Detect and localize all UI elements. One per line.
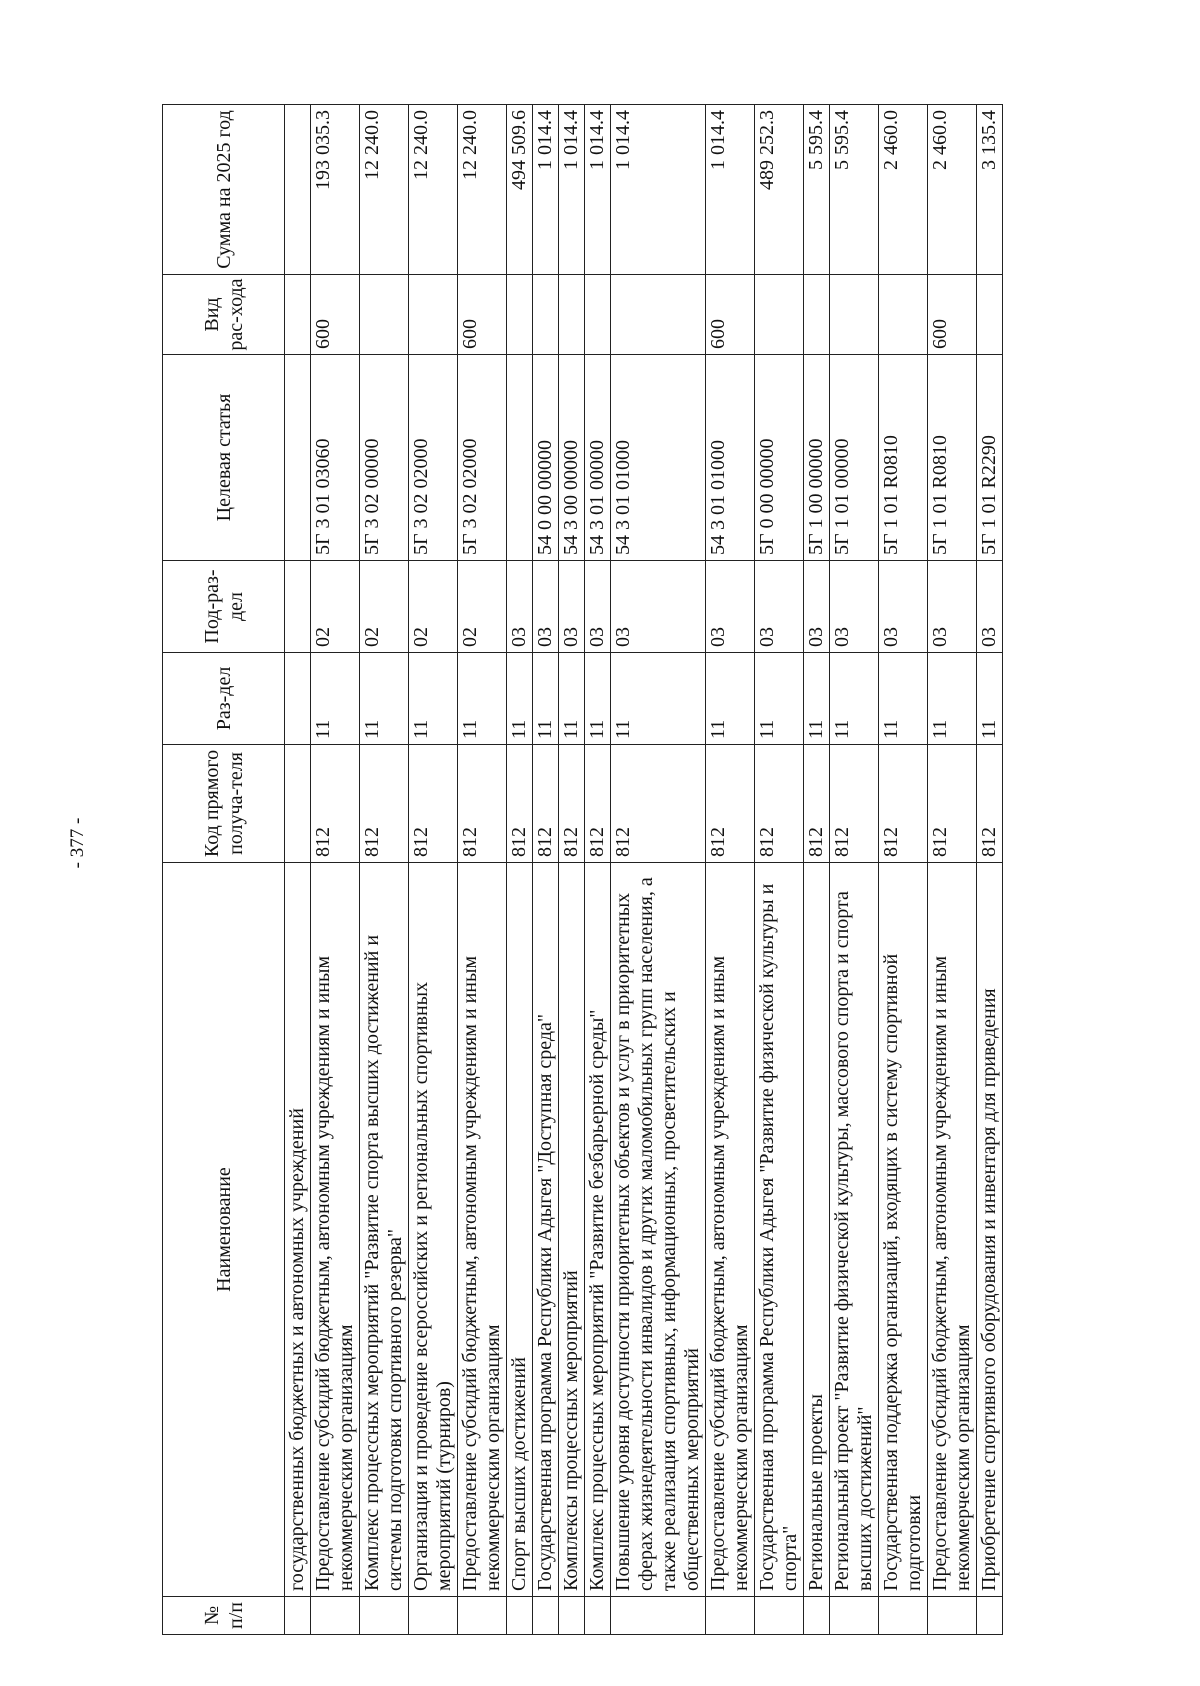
row-recipient-code: 812 xyxy=(928,745,977,863)
table-row xyxy=(458,105,507,1635)
row-target-article: 5Г 1 01 R0810 xyxy=(928,355,977,561)
row-subsection: 02 xyxy=(360,561,409,653)
row-recipient-code: 812 xyxy=(611,745,706,863)
row-amount: 489 252.3 xyxy=(755,105,804,275)
row-number xyxy=(458,1597,507,1635)
row-section: 11 xyxy=(611,653,706,745)
row-amount: 2 460.0 xyxy=(928,105,977,275)
row-target-article: 5Г 3 01 03060 xyxy=(311,355,360,561)
row-number xyxy=(706,1597,755,1635)
row-amount: 2 460.0 xyxy=(879,105,928,275)
row-name: Предоставление субсидий бюджетным, автономным учреждениям и иным некоммерческим организациям xyxy=(458,863,507,1597)
row-amount: 1 014.4 xyxy=(611,105,706,275)
row-subsection: 03 xyxy=(533,561,559,653)
row-name: Государственная поддержка организаций, входящих в систему спортивной подготовки xyxy=(879,863,928,1597)
row-expense-type: 600 xyxy=(928,275,977,355)
row-expense-type xyxy=(611,275,706,355)
row-subsection: 03 xyxy=(830,561,879,653)
row-name: Предоставление субсидий бюджетным, автономным учреждениям и иным некоммерческим организациям xyxy=(706,863,755,1597)
row-expense-type: 600 xyxy=(706,275,755,355)
row-target-article: 54 3 01 01000 xyxy=(706,355,755,561)
row-amount: 12 240.0 xyxy=(458,105,507,275)
row-subsection: 03 xyxy=(928,561,977,653)
row-target-article: 54 3 01 01000 xyxy=(611,355,706,561)
table-row xyxy=(706,105,755,1635)
row-recipient-code: 812 xyxy=(585,745,611,863)
table-row xyxy=(879,105,928,1635)
table-row xyxy=(507,105,533,1635)
row-section: 11 xyxy=(458,653,507,745)
row-subsection: 03 xyxy=(755,561,804,653)
row-target-article: 5Г 3 02 02000 xyxy=(458,355,507,561)
row-section: 11 xyxy=(360,653,409,745)
table-row xyxy=(928,105,977,1635)
row-number xyxy=(928,1597,977,1635)
row-number xyxy=(977,1597,1003,1635)
row-expense-type xyxy=(804,275,830,355)
row-name: Региональные проекты xyxy=(804,863,830,1597)
row-amount: 1 014.4 xyxy=(585,105,611,275)
row-amount: 3 135.4 xyxy=(977,105,1003,275)
row-recipient-code xyxy=(285,745,311,863)
row-expense-type xyxy=(559,275,585,355)
row-section: 11 xyxy=(507,653,533,745)
row-subsection: 03 xyxy=(977,561,1003,653)
row-expense-type: 600 xyxy=(458,275,507,355)
row-recipient-code: 812 xyxy=(830,745,879,863)
row-amount: 1 014.4 xyxy=(559,105,585,275)
row-number xyxy=(755,1597,804,1635)
row-recipient-code: 812 xyxy=(559,745,585,863)
row-target-article: 5Г 1 01 R2290 xyxy=(977,355,1003,561)
row-expense-type: 600 xyxy=(311,275,360,355)
row-name: Комплекс процессных мероприятий "Развитие безбарьерной среды" xyxy=(585,863,611,1597)
row-recipient-code: 812 xyxy=(804,745,830,863)
table-row xyxy=(559,105,585,1635)
row-subsection: 03 xyxy=(879,561,928,653)
row-subsection: 02 xyxy=(311,561,360,653)
row-number xyxy=(830,1597,879,1635)
row-expense-type xyxy=(977,275,1003,355)
row-target-article: 5Г 3 02 02000 xyxy=(409,355,458,561)
row-expense-type xyxy=(830,275,879,355)
row-amount: 12 240.0 xyxy=(360,105,409,275)
header-target: Целевая статья xyxy=(163,355,285,561)
header-amount: Сумма на 2025 год xyxy=(163,105,285,275)
row-target-article: 5Г 0 00 00000 xyxy=(755,355,804,561)
row-subsection: 03 xyxy=(611,561,706,653)
row-expense-type xyxy=(360,275,409,355)
row-name: Предоставление субсидий бюджетным, автономным учреждениям и иным некоммерческим организациям xyxy=(928,863,977,1597)
table-row xyxy=(804,105,830,1635)
row-name: Региональный проект "Развитие физической культуры, массового спорта и спорта высших достижений" xyxy=(830,863,879,1597)
row-name: Государственная программа Республики Адыгея "Развитие физической культуры и спорта" xyxy=(755,863,804,1597)
row-number xyxy=(804,1597,830,1635)
row-recipient-code: 812 xyxy=(507,745,533,863)
row-target-article xyxy=(285,355,311,561)
row-target-article: 5Г 1 01 R0810 xyxy=(879,355,928,561)
row-target-article: 54 3 01 00000 xyxy=(585,355,611,561)
row-recipient-code: 812 xyxy=(977,745,1003,863)
row-name: Спорт высших достижений xyxy=(507,863,533,1597)
row-amount: 193 035.3 xyxy=(311,105,360,275)
row-number xyxy=(360,1597,409,1635)
row-section: 11 xyxy=(585,653,611,745)
row-section: 11 xyxy=(928,653,977,745)
row-number xyxy=(533,1597,559,1635)
header-num: № п/п xyxy=(163,1597,285,1635)
row-amount: 1 014.4 xyxy=(706,105,755,275)
row-name: Государственная программа Республики Адыгея "Доступная среда" xyxy=(533,863,559,1597)
row-subsection: 03 xyxy=(559,561,585,653)
table-row xyxy=(285,105,311,1635)
row-section: 11 xyxy=(830,653,879,745)
table-row xyxy=(830,105,879,1635)
row-section xyxy=(285,653,311,745)
row-amount: 5 595.4 xyxy=(830,105,879,275)
row-subsection: 02 xyxy=(409,561,458,653)
header-section: Раз-дел xyxy=(163,653,285,745)
row-recipient-code: 812 xyxy=(360,745,409,863)
row-expense-type xyxy=(585,275,611,355)
row-expense-type xyxy=(879,275,928,355)
row-subsection: 03 xyxy=(706,561,755,653)
row-number xyxy=(285,1597,311,1635)
row-section: 11 xyxy=(409,653,458,745)
row-target-article: 5Г 1 00 00000 xyxy=(804,355,830,561)
row-section: 11 xyxy=(559,653,585,745)
table-row xyxy=(755,105,804,1635)
row-target-article: 54 3 00 00000 xyxy=(559,355,585,561)
row-section: 11 xyxy=(755,653,804,745)
table-row xyxy=(533,105,559,1635)
budget-table xyxy=(162,104,1003,1635)
row-number xyxy=(559,1597,585,1635)
row-recipient-code: 812 xyxy=(311,745,360,863)
table-row xyxy=(585,105,611,1635)
row-subsection: 03 xyxy=(507,561,533,653)
table-row xyxy=(611,105,706,1635)
row-recipient-code: 812 xyxy=(409,745,458,863)
row-expense-type xyxy=(755,275,804,355)
row-amount xyxy=(285,105,311,275)
row-subsection xyxy=(285,561,311,653)
row-subsection: 03 xyxy=(804,561,830,653)
row-target-article: 54 0 00 00000 xyxy=(533,355,559,561)
row-name: Приобретение спортивного оборудования и инвентаря для приведения xyxy=(977,863,1003,1597)
row-section: 11 xyxy=(804,653,830,745)
table-row xyxy=(977,105,1003,1635)
row-amount: 12 240.0 xyxy=(409,105,458,275)
row-name: Комплекс процессных мероприятий "Развитие спорта высших достижений и системы подготовки спортивного резерва" xyxy=(360,863,409,1597)
row-target-article: 5Г 3 02 00000 xyxy=(360,355,409,561)
table-row xyxy=(409,105,458,1635)
row-section: 11 xyxy=(533,653,559,745)
row-number xyxy=(879,1597,928,1635)
row-target-article: 5Г 1 01 00000 xyxy=(830,355,879,561)
row-recipient-code: 812 xyxy=(879,745,928,863)
row-amount: 494 509.6 xyxy=(507,105,533,275)
row-recipient-code: 812 xyxy=(706,745,755,863)
row-expense-type xyxy=(285,275,311,355)
row-section: 11 xyxy=(706,653,755,745)
rotated-table-container xyxy=(162,105,1162,1635)
row-expense-type xyxy=(533,275,559,355)
row-section: 11 xyxy=(311,653,360,745)
row-number xyxy=(409,1597,458,1635)
row-recipient-code: 812 xyxy=(458,745,507,863)
table-row xyxy=(311,105,360,1635)
row-number xyxy=(507,1597,533,1635)
table-row xyxy=(360,105,409,1635)
row-amount: 5 595.4 xyxy=(804,105,830,275)
row-number xyxy=(311,1597,360,1635)
row-recipient-code: 812 xyxy=(533,745,559,863)
row-name: Повышение уровня доступности приоритетных объектов и услуг в приоритетных сферах жизнедеятельности инвалидов и других маломобильных групп населения, а также реализация спортивных, информационных, просветительских и общественных мероприятий xyxy=(611,863,706,1597)
header-subsection: Под-раз-дел xyxy=(163,561,285,653)
row-name: Организация и проведение всероссийских и региональных спортивных мероприятий (турниров) xyxy=(409,863,458,1597)
row-recipient-code: 812 xyxy=(755,745,804,863)
page-number: - 377 - xyxy=(67,817,88,869)
row-expense-type xyxy=(507,275,533,355)
row-expense-type xyxy=(409,275,458,355)
row-name: Предоставление субсидий бюджетным, автономным учреждениям и иным некоммерческим организациям xyxy=(311,863,360,1597)
header-name: Наименование xyxy=(163,863,285,1597)
row-subsection: 02 xyxy=(458,561,507,653)
row-name: государственных бюджетных и автономных учреждений xyxy=(285,863,311,1597)
row-number xyxy=(611,1597,706,1635)
row-section: 11 xyxy=(879,653,928,745)
header-type: Вид рас-хода xyxy=(163,275,285,355)
row-amount: 1 014.4 xyxy=(533,105,559,275)
row-section: 11 xyxy=(977,653,1003,745)
row-target-article xyxy=(507,355,533,561)
row-number xyxy=(585,1597,611,1635)
table-header-row xyxy=(163,105,285,1635)
row-subsection: 03 xyxy=(585,561,611,653)
row-name: Комплексы процессных мероприятий xyxy=(559,863,585,1597)
header-code: Код прямого получа-теля xyxy=(163,745,285,863)
table-body xyxy=(285,105,1003,1635)
